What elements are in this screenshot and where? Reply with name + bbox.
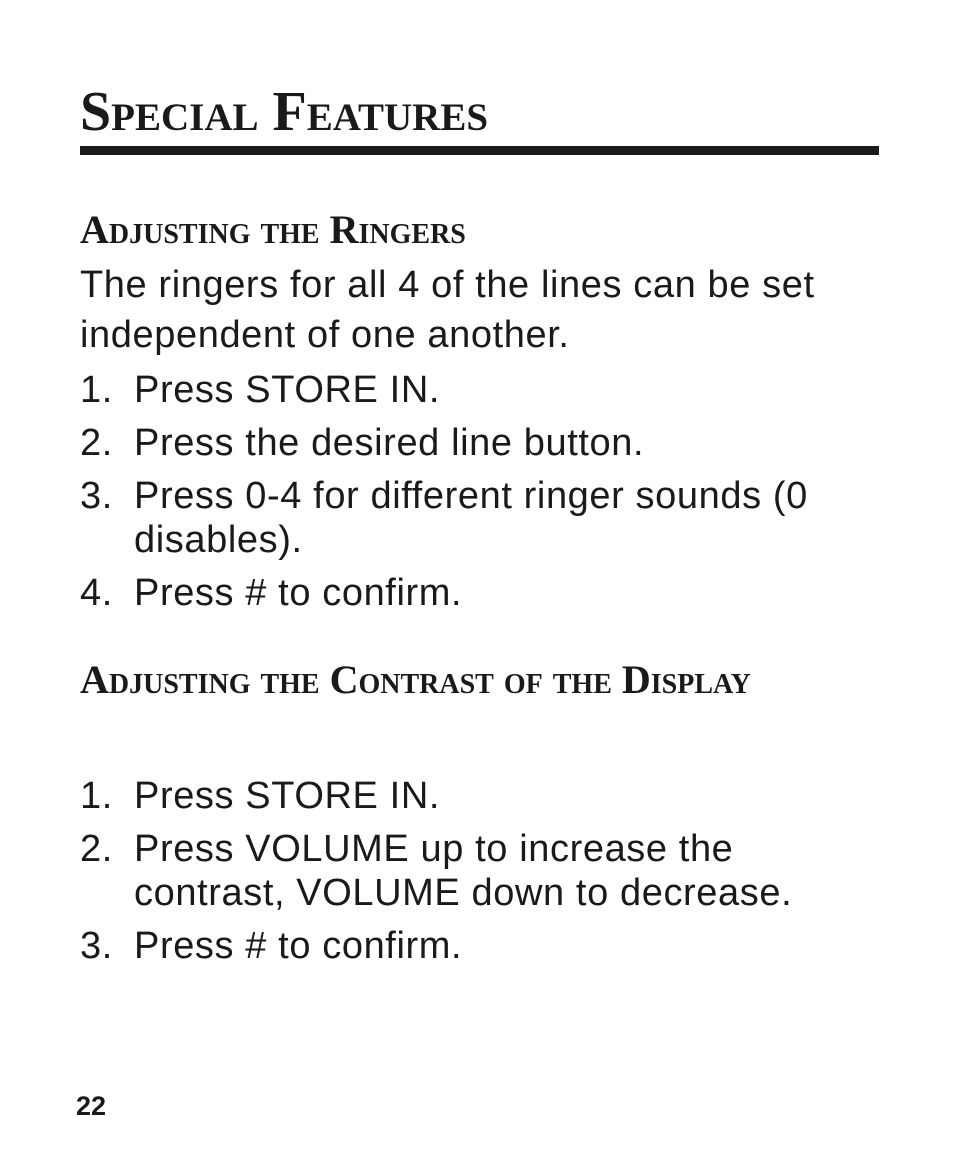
- step-text: Press # to confirm.: [134, 572, 463, 614]
- step-number: 4.: [80, 572, 113, 614]
- step-text: Press # to confirm.: [134, 925, 463, 967]
- section-heading-contrast: Adjusting the Contrast of the Display: [80, 657, 751, 702]
- step-text: Press VOLUME up to increase the contrast, VOLUME down to decrease.: [134, 828, 793, 914]
- step-number: 1.: [80, 775, 113, 817]
- step-text: Press 0-4 for different ringer sounds (0 disables).: [134, 475, 808, 561]
- list-item: [80, 421, 880, 465]
- step-number: 3.: [80, 925, 113, 967]
- list-item: [80, 774, 880, 818]
- contrast-steps-list: [80, 774, 880, 977]
- step-number: 3.: [80, 475, 113, 517]
- list-item: [80, 571, 880, 615]
- page-title: Special Features: [80, 81, 489, 143]
- page-number: 22: [76, 1091, 107, 1121]
- step-number: 2.: [80, 828, 113, 870]
- step-number: 2.: [80, 422, 113, 464]
- list-item: [80, 924, 880, 968]
- step-number: 1.: [80, 369, 113, 411]
- list-item: [80, 368, 880, 412]
- step-text: Press the desired line button.: [134, 422, 645, 464]
- section-heading-ringers: Adjusting the Ringers: [80, 207, 466, 252]
- title-rule: [80, 146, 879, 155]
- list-item: [80, 474, 880, 562]
- ringers-intro: The ringers for all 4 of the lines can be set independent of one another.: [80, 264, 815, 356]
- ringers-steps-list: [80, 368, 880, 624]
- list-item: [80, 827, 880, 915]
- step-text: Press STORE IN.: [134, 369, 441, 411]
- step-text: Press STORE IN.: [134, 775, 441, 817]
